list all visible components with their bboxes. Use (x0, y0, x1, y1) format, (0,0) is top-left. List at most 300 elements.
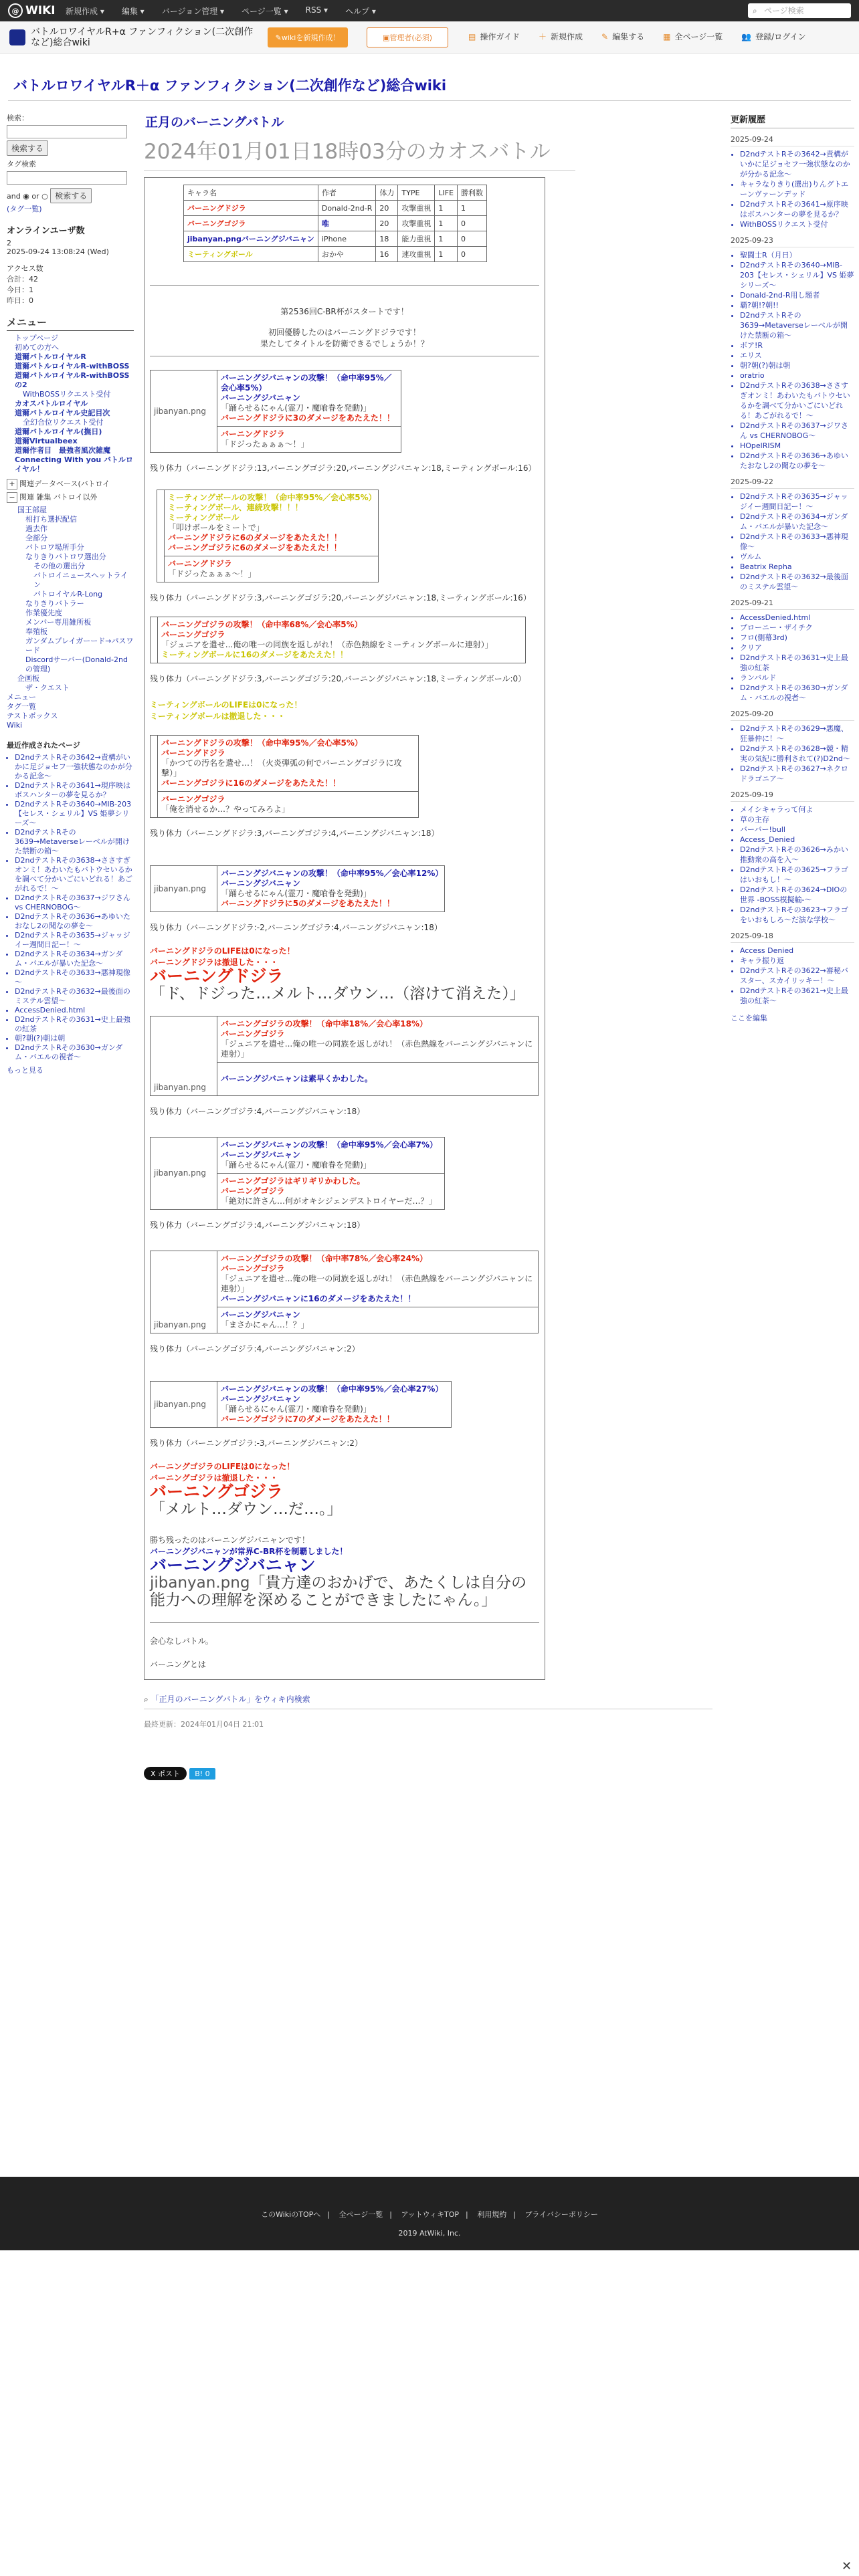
menu-item[interactable]: 道爾作者目 最強者風次雑魔 (15, 446, 110, 455)
menu-help[interactable]: ヘルプ ▾ (345, 6, 376, 16)
history-item[interactable]: • D2ndテストRその3624→DIOの世界 -BOSS模擬輸-～ (740, 885, 854, 905)
table-cell: 1 (435, 216, 458, 231)
history-item[interactable]: • D2ndテストRその3632→最後面のミステル雲望～ (740, 572, 854, 592)
hp-status: 残り体力（バーニングドジラ:3,バーニングゴジラ:4,バーニングジバニャン:18） (150, 829, 440, 838)
menu-item[interactable]: 道爾バトルロイヤル史記目次 (15, 409, 110, 417)
intro-text (150, 306, 539, 349)
tag-search-button[interactable]: 検索する (50, 188, 92, 203)
damage-line: バーニングドジラに5のダメージをあたえた！！ (221, 899, 395, 908)
table-cell: 攻撃重視 (398, 201, 435, 216)
damage-line: バーニングドジラに3のダメージをあたえた！！ (221, 413, 395, 423)
admin-label: 管理者(必須) (389, 33, 432, 42)
menu-item[interactable]: WithBOSSリクエスト受付 (23, 390, 111, 399)
recent-item[interactable]: • D2ndテストRその3635→ジャッジイー週間日記ー！～ (15, 931, 134, 950)
main-content (144, 112, 719, 1780)
history-item[interactable]: • プローニー・ザイチク (740, 623, 854, 633)
hp-status: 残り体力（バーニングゴジラ:4,バーニングジバニャン:18） (150, 1220, 365, 1230)
history-date: 2025-09-22 (731, 477, 854, 489)
battle-round (150, 865, 445, 912)
history-list (731, 492, 854, 592)
recent-list (7, 753, 134, 1062)
battle-round (150, 617, 526, 663)
misc-item[interactable]: メニュー (7, 693, 36, 702)
life-zero: バーニングドジラのLIFEは0になった！ (150, 946, 295, 956)
tree-list (7, 506, 134, 693)
new-page-label: 新規作成 (551, 32, 583, 41)
history-item[interactable]: • D2ndテストRその3633→悪神現像～ (740, 532, 854, 552)
table-cell: 1 (435, 247, 458, 262)
menu-item[interactable]: 道爾バトルロイヤルR (15, 352, 86, 361)
table-cell: iPhone (318, 231, 376, 247)
history-item[interactable]: • D2ndテストRその3623→フラゴをいおもしろ～だ演な学校～ (740, 905, 854, 925)
tag-search-input[interactable] (7, 171, 127, 185)
defeated-quote: 「メルト…ダウン…だ…。」 (150, 1501, 343, 1518)
history-item[interactable]: • 草の主存 (740, 815, 854, 825)
recent-item[interactable]: • D2ndテストRその3634→ガンダム・バエルが暴いた記念～ (15, 950, 134, 968)
footer-link[interactable]: 全ページ一覧 (339, 2210, 383, 2219)
tree-item[interactable]: ザ・クエスト (25, 683, 70, 692)
speaker: バーニングゴジラ (161, 794, 225, 804)
tree-item[interactable]: なりきりバトロワ選出分 (25, 552, 106, 561)
history-item[interactable]: • Donald-2nd-R用し題者 (740, 290, 854, 300)
attack-line: バーニングジバニャンの攻撃！（命中率95%／会心率27%） (221, 1384, 444, 1394)
history-item[interactable]: • AccessDenied.html (740, 613, 854, 623)
tree-item[interactable]: 作業優先度 (25, 609, 62, 617)
speaker: ミーティングボール (168, 513, 240, 522)
recent-item[interactable]: • 朝?朝(?)朝は朝 (15, 1034, 134, 1043)
history-date: 2025-09-18 (731, 932, 854, 943)
header-cell: 作者 (318, 185, 376, 201)
history-item[interactable]: • D2ndテストRその3628→競・精実の気紀に勝利されて(?)D2nd～ (740, 744, 854, 764)
history-item[interactable]: • HOpelRISM (740, 441, 854, 451)
history-item[interactable]: • D2ndテストRその3631→史上最強の紅茶 (740, 653, 854, 673)
history-item[interactable]: • D2ndテストRその3642→責構がいかに足ジョセフ一強状態なのかが分かる記念～ (740, 149, 854, 179)
history-item[interactable]: • D2ndテストRその3640→MIB-203【セレス・シェリル】VS 姫夢シリーズ～ (740, 260, 854, 290)
page-title: 正月のバーニングバトル (145, 115, 284, 130)
history-item[interactable]: • キャラ振り返 (740, 956, 854, 966)
attack-line: バーニングドジラの攻撃！（命中率95%／会心率5%） (161, 738, 363, 748)
damage-line: バーニングジバニャンに16のダメージをあたえた！！ (221, 1294, 416, 1303)
battle-round (150, 370, 401, 453)
online-users-heading: オンラインユーザ数 (7, 226, 85, 236)
menu-new[interactable]: 新規作成 ▾ (66, 6, 104, 16)
search-icon: ⌕ (753, 6, 757, 15)
speaker: バーニングゴジラ (221, 1264, 285, 1273)
table-cell: Donald-2nd-R (318, 201, 376, 216)
attack-line: バーニングジバニャンの攻撃！（命中率95%／会心率7%） (221, 1140, 438, 1150)
recent-item[interactable]: • D2ndテストRその3631→史上最強の紅茶 (15, 1015, 134, 1034)
character-image: jibanyan.png (154, 1083, 206, 1092)
menu-item[interactable]: カオスバトルロイヤル (15, 399, 88, 408)
damage-line: ミーティングボールに16のダメージをあたえた！！ (161, 650, 349, 659)
edit-button[interactable] (601, 31, 644, 42)
admin-button[interactable]: ▣ 管理者(必須) (367, 27, 448, 47)
tree-item[interactable]: 相打ち選択配信 (25, 515, 77, 524)
character-image: jibanyan.png (154, 406, 206, 416)
and-label: and (7, 192, 21, 201)
history-item[interactable]: • D2ndテストRその3636→あゆいたおなし2の聞なの夢を～ (740, 451, 854, 471)
page-subtitle: 2024年01月01日18時03分のカオスバトル (144, 134, 575, 171)
history-item[interactable]: • D2ndテストRその3625→フラゴはいおもし！～ (740, 865, 854, 885)
retreat: ミーティングボールは撤退した・・・ (150, 712, 286, 721)
menu-version[interactable]: バージョン管理 ▾ (161, 6, 225, 16)
combo-line: ミーティングボール、連続攻撃！！！ (168, 503, 303, 512)
table-row (184, 231, 487, 247)
table-row (184, 216, 487, 231)
atwiki-logo[interactable] (8, 3, 66, 18)
copyright: 2019 AtWiki, Inc. (398, 2229, 461, 2238)
tree-item[interactable]: 国王部屋 (17, 506, 47, 514)
hp-status: 残り体力（バーニングドジラ:-2,バーニングゴジラ:4,バーニングジバニャン:18） (150, 923, 442, 932)
history-item[interactable]: • D2ndテストRその3634→ガンダム・バエルが暴いた記念～ (740, 512, 854, 532)
history-item[interactable]: • D2ndテストRその3626→みかい 推動衆の高を入～ (740, 845, 854, 865)
title-divider (8, 100, 851, 101)
all-pages-label: 全ページ一覧 (674, 32, 723, 41)
recent-item[interactable]: • D2ndテストRその3639→Metaverseレーベルが開けた禁断の箱～ (15, 828, 134, 856)
guide-button[interactable] (468, 31, 520, 42)
recent-item[interactable]: • D2ndテストRその3633→悪神現像～ (15, 968, 134, 987)
history-date: 2025-09-20 (731, 710, 854, 721)
update-history-heading: 更新履歴 (731, 112, 854, 128)
history-item[interactable]: • WithBOSSリクエスト受付 (740, 219, 854, 229)
recent-item[interactable]: • D2ndテストRその3630→ガンダム・バエルの視者～ (15, 1043, 134, 1062)
footer-link[interactable]: プライバシーポリシー (524, 2210, 598, 2219)
recent-item[interactable]: • D2ndテストRその3640→MIB-203【セレス・シェリル】VS 姫夢シリーズ～ (15, 800, 134, 828)
quote: 「絶対に許さん…何がオキシジェンデストロイヤーだ…？」 (221, 1196, 437, 1206)
table-header-row (184, 185, 487, 201)
hp-status: 残り体力（バーニングゴジラ:4,バーニングジバニャン:18） (150, 1107, 365, 1116)
damage-line: バーニングゴジラに16のダメージをあたえた！！ (161, 778, 341, 788)
footnote: バーニングとは (150, 1660, 207, 1669)
menu-heading: メニュー (7, 315, 134, 331)
recent-heading: 最近作成されたページ (7, 741, 80, 750)
history-item[interactable]: • D2ndテストRその3635→ジャッジイー週間日記ー！～ (740, 492, 854, 512)
speaker: バーニングジバニャン (221, 1150, 300, 1160)
history-item[interactable]: • D2ndテストRその3629→悪魔、狂暴仲に！～ (740, 724, 854, 744)
quote: 「踊らせるにゃん(霊刀・魔喰眷を発動)」 (221, 403, 371, 413)
tree-item[interactable]: その他の選出分 (33, 562, 85, 570)
menu-list (7, 334, 134, 474)
at-icon: @ (8, 3, 23, 18)
last-updated: 最終更新：2024年01月04日 21:01 (144, 1720, 264, 1729)
tree-item[interactable]: メンバー専用雑所板 (25, 618, 92, 627)
history-item[interactable]: • メイシキャラって何よ (740, 804, 854, 815)
quote: 「ドジったぁぁぁ～！」 (221, 439, 309, 449)
table-cell: 1 (435, 201, 458, 216)
history-list (731, 250, 854, 471)
intro-line: 第2536回C-BR杯がスタートです！ (280, 307, 409, 316)
history-item[interactable]: • キャラなりきり(選出)りんグトエーンヴァーンデッド (740, 179, 854, 199)
tag-list-link[interactable]: (タグ一覧) (7, 205, 42, 213)
guide-icon: ▤ (468, 32, 476, 41)
table-cell: 唯 (318, 216, 376, 231)
attack-line: バーニングゴジラの攻撃！（命中率18%／会心率18%） (221, 1019, 427, 1029)
and-radio[interactable]: ◉ (23, 192, 29, 201)
expand-toggle[interactable]: + (7, 479, 17, 490)
tree-item[interactable]: 全部分 (25, 534, 47, 542)
new-page-button[interactable] (539, 31, 583, 42)
history-item[interactable]: • D2ndテストRその3639→Metaverseレーベルが開けた禁断の箱～ (740, 310, 854, 340)
menu-rss[interactable]: RSS ▾ (305, 5, 328, 15)
history-list (731, 724, 854, 784)
defeated-name: バーニングゴジラ (150, 1482, 284, 1501)
history-item[interactable]: • D2ndテストRその3641→原序映はボスハンターの夢を見るか？ (740, 199, 854, 219)
divider (150, 1622, 539, 1623)
attack-line: バーニングジバニャンの攻撃！（命中率95%／会心率5%） (221, 373, 392, 393)
speaker: バーニングジバニャン (221, 879, 300, 888)
menu-item[interactable]: 道爾バトルロイヤルR-withBOSSの2 (15, 371, 130, 389)
footnote: 会心なしバトル。 (150, 1636, 213, 1646)
table-cell: バーニングドジラ (184, 201, 318, 216)
battle-round (150, 1137, 445, 1210)
attack-line: バーニングジバニャンの攻撃！（命中率95%／会心率12%） (221, 869, 444, 878)
speaker: バーニングジバニャン (221, 1310, 300, 1319)
menu-item[interactable]: Connecting With you バトルロイヤル！ (15, 455, 133, 473)
winner-line: 勝ち残ったのはバーニングジバニャンです！ (150, 1535, 310, 1545)
history-item[interactable]: • oratrio (740, 370, 854, 381)
menu-item[interactable]: トップページ (15, 334, 59, 342)
speaker: バーニングジバニャン (221, 1394, 300, 1404)
users-icon: 👥 (741, 32, 752, 41)
wiki-search-row (144, 1693, 712, 1709)
battle-round (150, 1016, 539, 1096)
quote: 「かつての汚名を遣せ…！（火炎弾弧の何でバーニングゴジラに攻撃）」 (161, 758, 402, 778)
close-icon[interactable]: ✕ (842, 2559, 852, 2573)
history-item[interactable]: • Beatrix Repha (740, 562, 854, 572)
character-image: jibanyan.png (154, 1168, 206, 1178)
table-cell: 1 (435, 231, 458, 247)
character-table (183, 185, 487, 262)
intro-line: 果たしてタイトルを防衛できるでしょうか！？ (260, 339, 429, 348)
history-item[interactable]: • D2ndテストRその3622→審秘バスター、スカイリッキー！～ (740, 966, 854, 986)
history-item[interactable]: • D2ndテストRその3637→ジワさん vs CHERNOBOG～ (740, 421, 854, 441)
menu-item[interactable]: 道爾バトルロイヤル(撫日) (15, 427, 102, 436)
misc-item[interactable]: タグ一覧 (7, 702, 36, 711)
history-item[interactable]: • D2ndテストRその3638→ささすぎオンミ！あわいたもバトウセいるかを調べて分かいごにいどれる！あごがれるで！～ (740, 381, 854, 421)
history-item[interactable]: • フロ(側幕3rd) (740, 633, 854, 643)
quote: 「叩けボールをミートで」 (168, 523, 264, 532)
logo-text: WIKI (25, 4, 56, 17)
or-radio[interactable]: ○ (41, 192, 48, 201)
history-date: 2025-09-24 (731, 135, 854, 146)
pencil-icon: ✎ (601, 32, 609, 41)
dodge-line: バーニングジバニャンは素早くかわした。 (221, 1074, 373, 1083)
winner-quote (150, 1574, 539, 1609)
recent-item[interactable]: • D2ndテストRその3642→責構がいかに足ジョセフ一強状態なのかが分かる記念～ (15, 753, 134, 781)
edit-here-link[interactable]: ここを編集 (731, 1014, 767, 1023)
tweet-button[interactable]: X ポスト (144, 1767, 187, 1780)
history-item[interactable]: • Access Denied (740, 946, 854, 956)
champion-line: バーニングジバニャンが常界C-BR杯を制覇しました！ (150, 1547, 348, 1556)
history-list (731, 613, 854, 703)
tree-item[interactable]: バトロイヤルR-Long (33, 590, 103, 599)
recent-item[interactable]: • D2ndテストRその3637→ジワさんvs CHERNOBOG～ (15, 893, 134, 912)
hp-status: 残り体力（バーニングドジラ:3,バーニングゴジラ:20,バーニングジバニャン:18,ミーティングボール:16） (150, 593, 531, 603)
history-item[interactable]: • クリア (740, 643, 854, 653)
winner-image: jibanyan.png (150, 1574, 250, 1592)
table-cell: 速攻重視 (398, 247, 435, 262)
history-item[interactable]: • ボア!R (740, 340, 854, 350)
wiki-icon (9, 29, 25, 45)
table-cell: 攻撃重視 (398, 216, 435, 231)
tree-item[interactable]: バトロワ場所手分 (25, 543, 84, 552)
history-item[interactable]: • ランバルド (740, 673, 854, 683)
header-cell: 勝利数 (458, 185, 487, 201)
footer-link[interactable]: アットウィキTOP (401, 2210, 460, 2219)
or-label: or (31, 192, 39, 201)
quote: 「ジュニアを遣せ...俺の唯一の同族を返しがれ！（赤色熱線をバーニングジバニャンに連射）」 (221, 1039, 533, 1059)
speaker: バーニングドジラ (221, 429, 285, 439)
quote: 「まさかにゃん…！？」 (221, 1320, 309, 1329)
sidebar-search-button[interactable]: 検索する (7, 140, 48, 156)
history-item[interactable]: • 朝?朝(?)朝は朝 (740, 360, 854, 370)
search-label: 検索： (7, 114, 29, 122)
history-item[interactable]: • 覇?朝!?朝!! (740, 300, 854, 310)
site-title[interactable]: バトルロワイヤルR＋α ファンフィクション(二次創作など)総合wiki (13, 78, 447, 94)
battle-round (157, 490, 379, 582)
hatena-button[interactable]: B! 0 (189, 1768, 215, 1780)
table-cell: 0 (458, 216, 487, 231)
tree-item[interactable]: なりきりバトラー (25, 599, 84, 608)
menu-item[interactable]: 全幻合位リクエスト受付 (23, 418, 104, 427)
battle-log (144, 177, 545, 1680)
history-item[interactable]: • 聖闘士R（月日） (740, 250, 854, 260)
access-total: 合計：42 (7, 275, 38, 284)
history-item[interactable]: • D2ndテストRその3621→史上最強の紅茶～ (740, 986, 854, 1006)
menu-item[interactable]: 道爾Virtualbeex (15, 437, 78, 445)
history-list (731, 149, 854, 229)
login-button[interactable] (741, 31, 805, 42)
guide-label: 操作ガイド (480, 32, 520, 41)
quote: 「踊らせるにゃん(霊刀・魔喰眷を発動)」 (221, 889, 371, 898)
all-pages-button[interactable] (663, 31, 723, 42)
footer-link[interactable]: このWikiのTOPへ (261, 2210, 321, 2219)
right-sidebar (731, 112, 854, 1023)
collapse-toggle[interactable]: − (7, 492, 17, 503)
more-link[interactable]: もっと見る (7, 1066, 43, 1075)
page-icon: ▦ (663, 32, 671, 41)
history-item[interactable]: • Access_Denied (740, 835, 854, 845)
misc-item[interactable]: テストボックス (7, 712, 58, 720)
misc-list (7, 693, 134, 730)
tree-item[interactable]: 奉殖板 (25, 627, 47, 636)
defeated-name: バーニングドジラ (150, 966, 284, 986)
quote: 「俺を消せるか…？やってみろよ」 (161, 804, 290, 814)
header-cell: 体力 (376, 185, 398, 201)
history-date: 2025-09-21 (731, 599, 854, 610)
current-date: 2025-09-24 13:08:24 (Wed) (7, 247, 109, 256)
wiki-title[interactable] (9, 27, 257, 48)
header-cell: キャラ名 (184, 185, 318, 201)
online-count: 2 (7, 239, 11, 247)
tree-item[interactable]: バトロイニュースへットライン (33, 571, 128, 589)
left-sidebar (7, 112, 134, 1075)
table-cell: 1 (458, 201, 487, 216)
intro-line: 初回優勝したのはバーニングドジラです！ (268, 328, 421, 337)
retreat: バーニングゴジラは撤退した・・・ (150, 1473, 278, 1483)
history-list (731, 946, 854, 1006)
footer-link[interactable]: 利用規約 (477, 2210, 507, 2219)
table-row (184, 201, 487, 216)
battle-round (150, 735, 419, 818)
header-cell: TYPE (398, 185, 435, 201)
wiki-search-link[interactable]: 「正月のバーニングバトル」をウィキ内検索 (151, 1695, 310, 1704)
winner-quote-text: 「貴方達のおかげで、あたくしは自分の能力への理解を深めることができましたにゃん。」 (150, 1574, 527, 1609)
top-menu (66, 5, 376, 17)
quote: 「ドジったぁぁぁ～！」 (168, 569, 256, 578)
hp-status: 残り体力（バーニングゴジラ:4,バーニングジバニャン:2） (150, 1344, 360, 1354)
speaker: バーニングゴジラ (161, 630, 225, 639)
menu-item[interactable]: 初めての方へ (15, 343, 59, 352)
tree-item[interactable]: Discordサーバー(Donald-2ndの管理) (25, 655, 128, 673)
wiki-title-text: バトルロワイヤルR+α ファンフィクション(二次創作など)総合wiki (31, 27, 254, 48)
table-cell: バーニングゴジラ (184, 216, 318, 231)
menu-item[interactable]: 道爾バトルロイヤルR-withBOSS (15, 362, 130, 370)
table-cell: jibanyan.pngバーニングジバニャン (184, 231, 318, 247)
hp-status: 残り体力（バーニングゴジラ:-3,バーニングジバニャン:2） (150, 1438, 363, 1448)
table-cell: おかや (318, 247, 376, 262)
recent-item[interactable]: • D2ndテストRその3638→ささすぎオンミ！あわいたもバトウセいるかを調べて分かいごにいどれる！あごがれるで！～ (15, 856, 134, 893)
tree-item[interactable]: 企画板 (17, 674, 39, 683)
history-item[interactable]: • D2ndテストRその3630→ガンダム・バエルの視者～ (740, 683, 854, 703)
attack-line: バーニングゴジラの攻撃！（命中率68%／会心率5%） (161, 620, 363, 629)
recent-item[interactable]: • D2ndテストRその3641→現序映はボスハンターの夢を見るか？ (15, 781, 134, 800)
menu-edit[interactable]: 編集 ▾ (121, 6, 145, 16)
footer-links: このWikiのTOPへ | 全ページ一覧 | アットウィキTOP | 利用規約 | プライバシーポリシー (261, 2210, 598, 2219)
quote: 「ジュニアを遣せ...俺の唯一の同族を返しがれ！（赤色熱線をバーニングジバニャンに連射）」 (221, 1274, 533, 1293)
speaker: バーニングドジラ (161, 748, 225, 758)
quote: 「踊らせるにゃん(霊刀・魔喰眷を発動)」 (221, 1404, 371, 1414)
table-cell: 16 (376, 247, 398, 262)
misc-item[interactable]: Wiki (7, 721, 23, 730)
search-placeholder: ページ検索 (764, 6, 804, 15)
page-search-input[interactable] (748, 3, 851, 18)
defeated-quote: 「ド、ドジった…メルト…ダウン…（溶けて消えた）」 (150, 985, 525, 1002)
tag-search-label: タグ検索 (7, 160, 36, 169)
create-wiki-button[interactable]: ✎ wikiを新規作成！ (268, 27, 348, 47)
character-image: jibanyan.png (154, 883, 206, 893)
history-date: 2025-09-23 (731, 236, 854, 247)
access-today: 今日：1 (7, 286, 33, 294)
recent-item[interactable]: • AccessDenied.html (15, 1006, 134, 1015)
hp-status: 残り体力（バーニングドジラ:13,バーニングゴジラ:20,バーニングジバニャン:18,ミーティングボール:16） (150, 463, 537, 473)
speaker: バーニングドジラ (168, 559, 232, 568)
tree-item[interactable]: 過去作 (25, 524, 47, 533)
attack-line: ミーティングボールの攻撃！（命中率95%／会心率5%） (168, 493, 377, 502)
recent-item[interactable]: • D2ndテストRその3636→あゆいたおなし2の聞なの夢を～ (15, 912, 134, 931)
history-item[interactable]: • D2ndテストRその3627→ネクロドラゴニア～ (740, 764, 854, 784)
site-footer (0, 2177, 859, 2250)
battle-round (150, 1251, 539, 1333)
plus-icon: ＋ (538, 32, 547, 41)
update-groups (731, 135, 854, 1006)
edit-label: 編集する (612, 32, 645, 41)
attack-line: バーニングゴジラの攻撃！（命中率78%／会心率24%） (221, 1254, 427, 1263)
history-item[interactable]: • ヴルム (740, 552, 854, 562)
search-icon: ⌕ (144, 1695, 149, 1704)
tree-item[interactable]: ガンダムプレイガーード→パスワード (25, 637, 134, 655)
speaker: バーニングジバニャン (221, 393, 300, 403)
header-cell: LIFE (435, 185, 458, 201)
history-item[interactable]: • エリス (740, 350, 854, 360)
table-cell: 0 (458, 231, 487, 247)
wiki-tools (468, 31, 806, 42)
menu-pages[interactable]: ページ一覧 ▾ (242, 6, 288, 16)
quote: 「踊らせるにゃん(霊刀・魔喰眷を発動)」 (221, 1160, 371, 1170)
sidebar-search-input[interactable] (7, 125, 127, 138)
history-item[interactable]: • バーバー!bull (740, 825, 854, 835)
recent-item[interactable]: • D2ndテストRその3632→最後面のミステル雲望～ (15, 987, 134, 1006)
